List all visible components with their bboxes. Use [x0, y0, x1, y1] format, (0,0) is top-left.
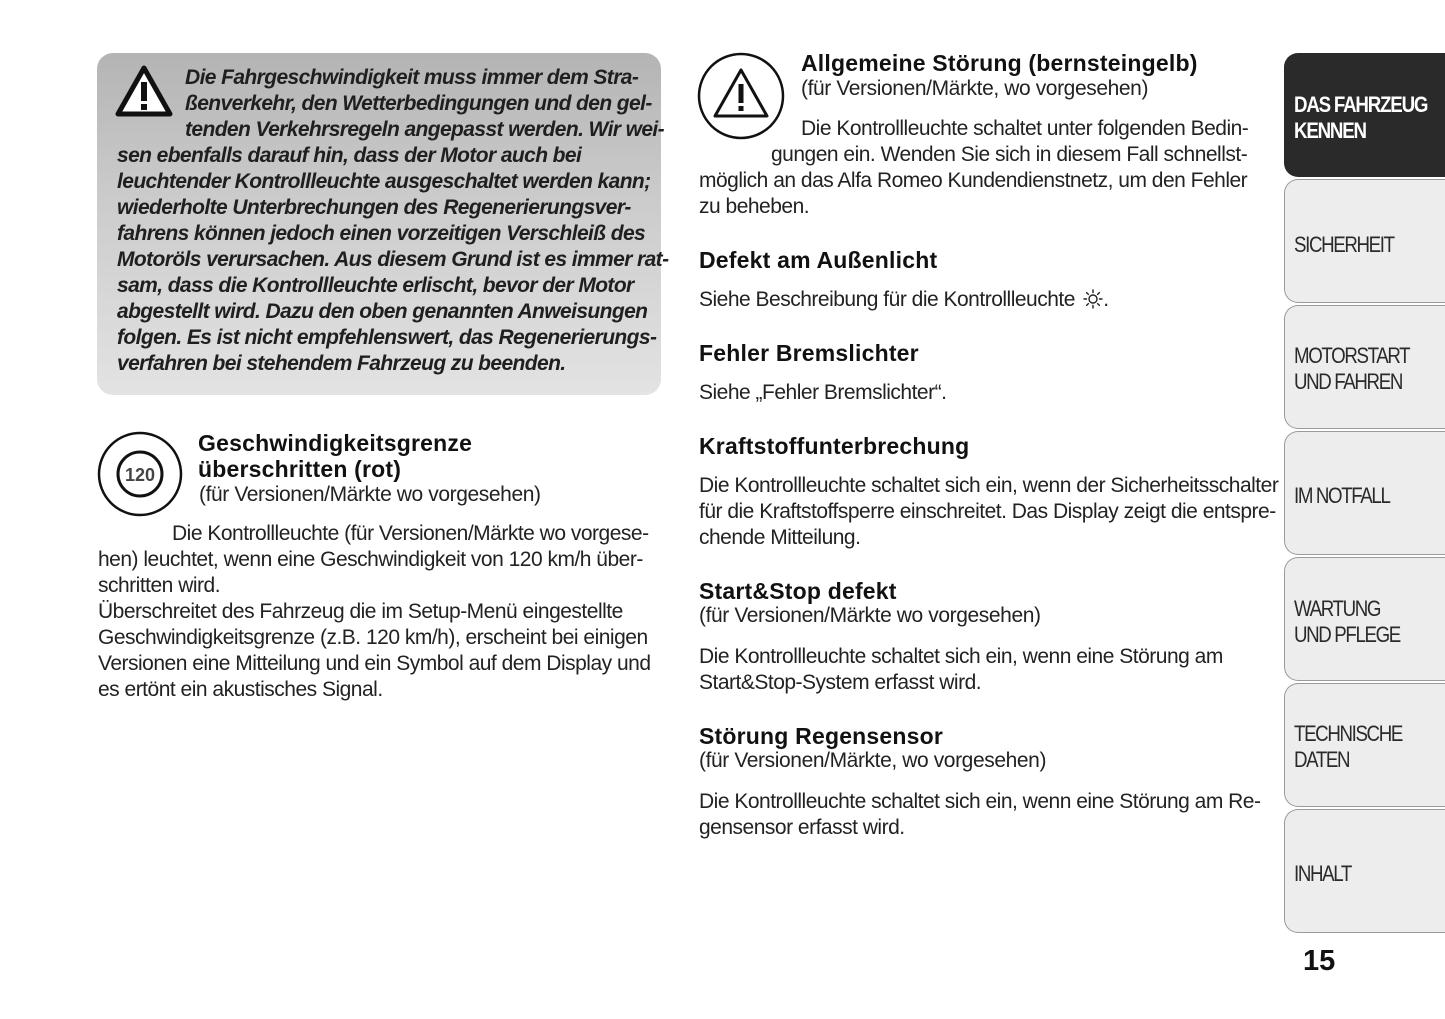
- svg-text:120: 120: [124, 465, 156, 485]
- warning-triangle-circle-icon: [697, 52, 785, 140]
- warning-triangle-icon: [115, 65, 173, 117]
- start-stop-body-line: Start&Stop-System erfasst wird.: [699, 671, 982, 694]
- warning-box: [97, 53, 669, 395]
- rain-sensor-subtitle: (für Versionen/Märkte, wo vorgesehen): [699, 749, 1047, 772]
- general-fault-body-line: möglich an das Alfa Romeo Kundendienstnetz, um den Fehler: [699, 169, 1248, 192]
- tab-inhalt[interactable]: [1284, 809, 1445, 933]
- warning-line: verfahren bei stehendem Fahrzeug zu beenden.: [117, 352, 566, 375]
- speed-body-line: es ertönt ein akustisches Signal.: [98, 678, 383, 701]
- speed-body-line: Die Kontrollleuchte (für Versionen/Märkte wo vorgese-: [172, 522, 649, 545]
- speed-subtitle: (für Versionen/Märkte wo vorgesehen): [199, 483, 541, 506]
- speed-title-line1: Geschwindigkeitsgrenze: [198, 430, 473, 456]
- exterior-light-title: Defekt am Außenlicht: [699, 247, 938, 273]
- tab-label: MOTORSTART UND FAHREN: [1294, 343, 1410, 394]
- page-number: 15: [1303, 945, 1336, 977]
- warning-line: folgen. Es ist nicht empfehlenswert, das Regenerierungs-: [117, 326, 657, 349]
- speed-limit-icon: [97, 431, 183, 517]
- warning-line: tenden Verkehrsregeln angepasst werden. Wir wei-: [185, 118, 665, 141]
- warning-line: Die Fahrgeschwindigkeit muss immer dem Stra-: [185, 66, 639, 89]
- warning-line: abgestellt wird. Dazu den oben genannten Anweisungen: [117, 300, 648, 323]
- fuel-cutoff-title: Kraftstoffunterbrechung: [699, 433, 970, 459]
- tab-das-fahrzeug-kennen[interactable]: [1284, 53, 1445, 177]
- tab-label: IM NOTFALL: [1294, 483, 1390, 508]
- tab-label: DAS FAHRZEUG KENNEN: [1294, 92, 1428, 143]
- warning-line: sam, dass die Kontrollleuchte erlischt, bevor der Motor: [117, 274, 634, 297]
- warning-line: sen ebenfalls darauf hin, dass der Motor auch bei: [117, 144, 582, 167]
- rain-sensor-body-line: gensensor erfasst wird.: [699, 816, 905, 839]
- exterior-light-text: Siehe Beschreibung für die Kontrollleuchte: [699, 288, 1075, 311]
- general-fault-body-line: gungen ein. Wenden Sie sich in diesem Fall schnellst-: [771, 143, 1248, 166]
- general-fault-title: Allgemeine Störung (bernsteingelb): [801, 50, 1198, 76]
- rain-sensor-title: Störung Regensensor: [699, 723, 944, 749]
- speed-body-line: Geschwindigkeitsgrenze (z.B. 120 km/h), erscheint bei einigen: [98, 626, 648, 649]
- fuel-cutoff-body-line: Die Kontrollleuchte schaltet sich ein, wenn der Sicherheitsschalter: [699, 474, 1279, 497]
- brake-lights-body: Siehe „Fehler Bremslichter“.: [699, 381, 947, 404]
- general-fault-body-line: Die Kontrollleuchte schaltet unter folgenden Bedin-: [801, 117, 1249, 140]
- start-stop-title: Start&Stop defekt: [699, 578, 897, 604]
- warning-line: fahrens können jedoch einen vorzeitigen Verschleiß des: [117, 222, 646, 245]
- exterior-light-text-end: .: [1103, 288, 1109, 311]
- tab-technische-daten[interactable]: [1284, 683, 1445, 807]
- tab-motorstart-und-fahren[interactable]: [1284, 305, 1445, 429]
- exterior-light-body: [699, 287, 1109, 313]
- speed-body-line: hen) leuchtet, wenn eine Geschwindigkeit von 120 km/h über-: [98, 548, 643, 571]
- tab-im-notfall[interactable]: [1284, 431, 1445, 555]
- warning-line: Motoröls verursachen. Aus diesem Grund ist es immer rat-: [117, 248, 669, 271]
- speed-body-line: Überschreitet des Fahrzeug die im Setup-Menü eingestellte: [98, 600, 623, 623]
- tab-label: TECHNISCHE DATEN: [1294, 721, 1402, 772]
- brake-lights-title: Fehler Bremslichter: [699, 340, 919, 366]
- tab-sicherheit[interactable]: [1284, 179, 1445, 303]
- general-fault-body-line: zu beheben.: [699, 195, 810, 218]
- fuel-cutoff-body-line: für die Kraftstoffsperre einschreitet. Das Display zeigt die entspre-: [699, 500, 1276, 523]
- tab-label: INHALT: [1294, 861, 1351, 886]
- speed-body-line: schritten wird.: [98, 574, 221, 597]
- tab-label: SICHERHEIT: [1294, 232, 1394, 257]
- start-stop-subtitle: (für Versionen/Märkte wo vorgesehen): [699, 604, 1041, 627]
- rain-sensor-body-line: Die Kontrollleuchte schaltet sich ein, wenn eine Störung am Re-: [699, 790, 1261, 813]
- light-bulb-icon: [1083, 289, 1103, 309]
- tab-wartung-und-pflege[interactable]: [1284, 557, 1445, 681]
- warning-line: wiederholte Unterbrechungen des Regenerierungsver-: [117, 196, 631, 219]
- general-fault-subtitle: (für Versionen/Märkte, wo vorgesehen): [801, 77, 1149, 100]
- warning-line: leuchtender Kontrollleuchte ausgeschaltet werden kann;: [117, 170, 651, 193]
- warning-line: ßenverkehr, den Wetterbedingungen und den gel-: [185, 92, 652, 115]
- tab-label: WARTUNG UND PFLEGE: [1294, 596, 1400, 647]
- speed-title-line2: überschritten (rot): [198, 456, 402, 482]
- speed-body-line: Versionen eine Mitteilung und ein Symbol auf dem Display und: [98, 652, 651, 675]
- fuel-cutoff-body-line: chende Mitteilung.: [699, 526, 861, 549]
- start-stop-body-line: Die Kontrollleuchte schaltet sich ein, wenn eine Störung am: [699, 645, 1223, 668]
